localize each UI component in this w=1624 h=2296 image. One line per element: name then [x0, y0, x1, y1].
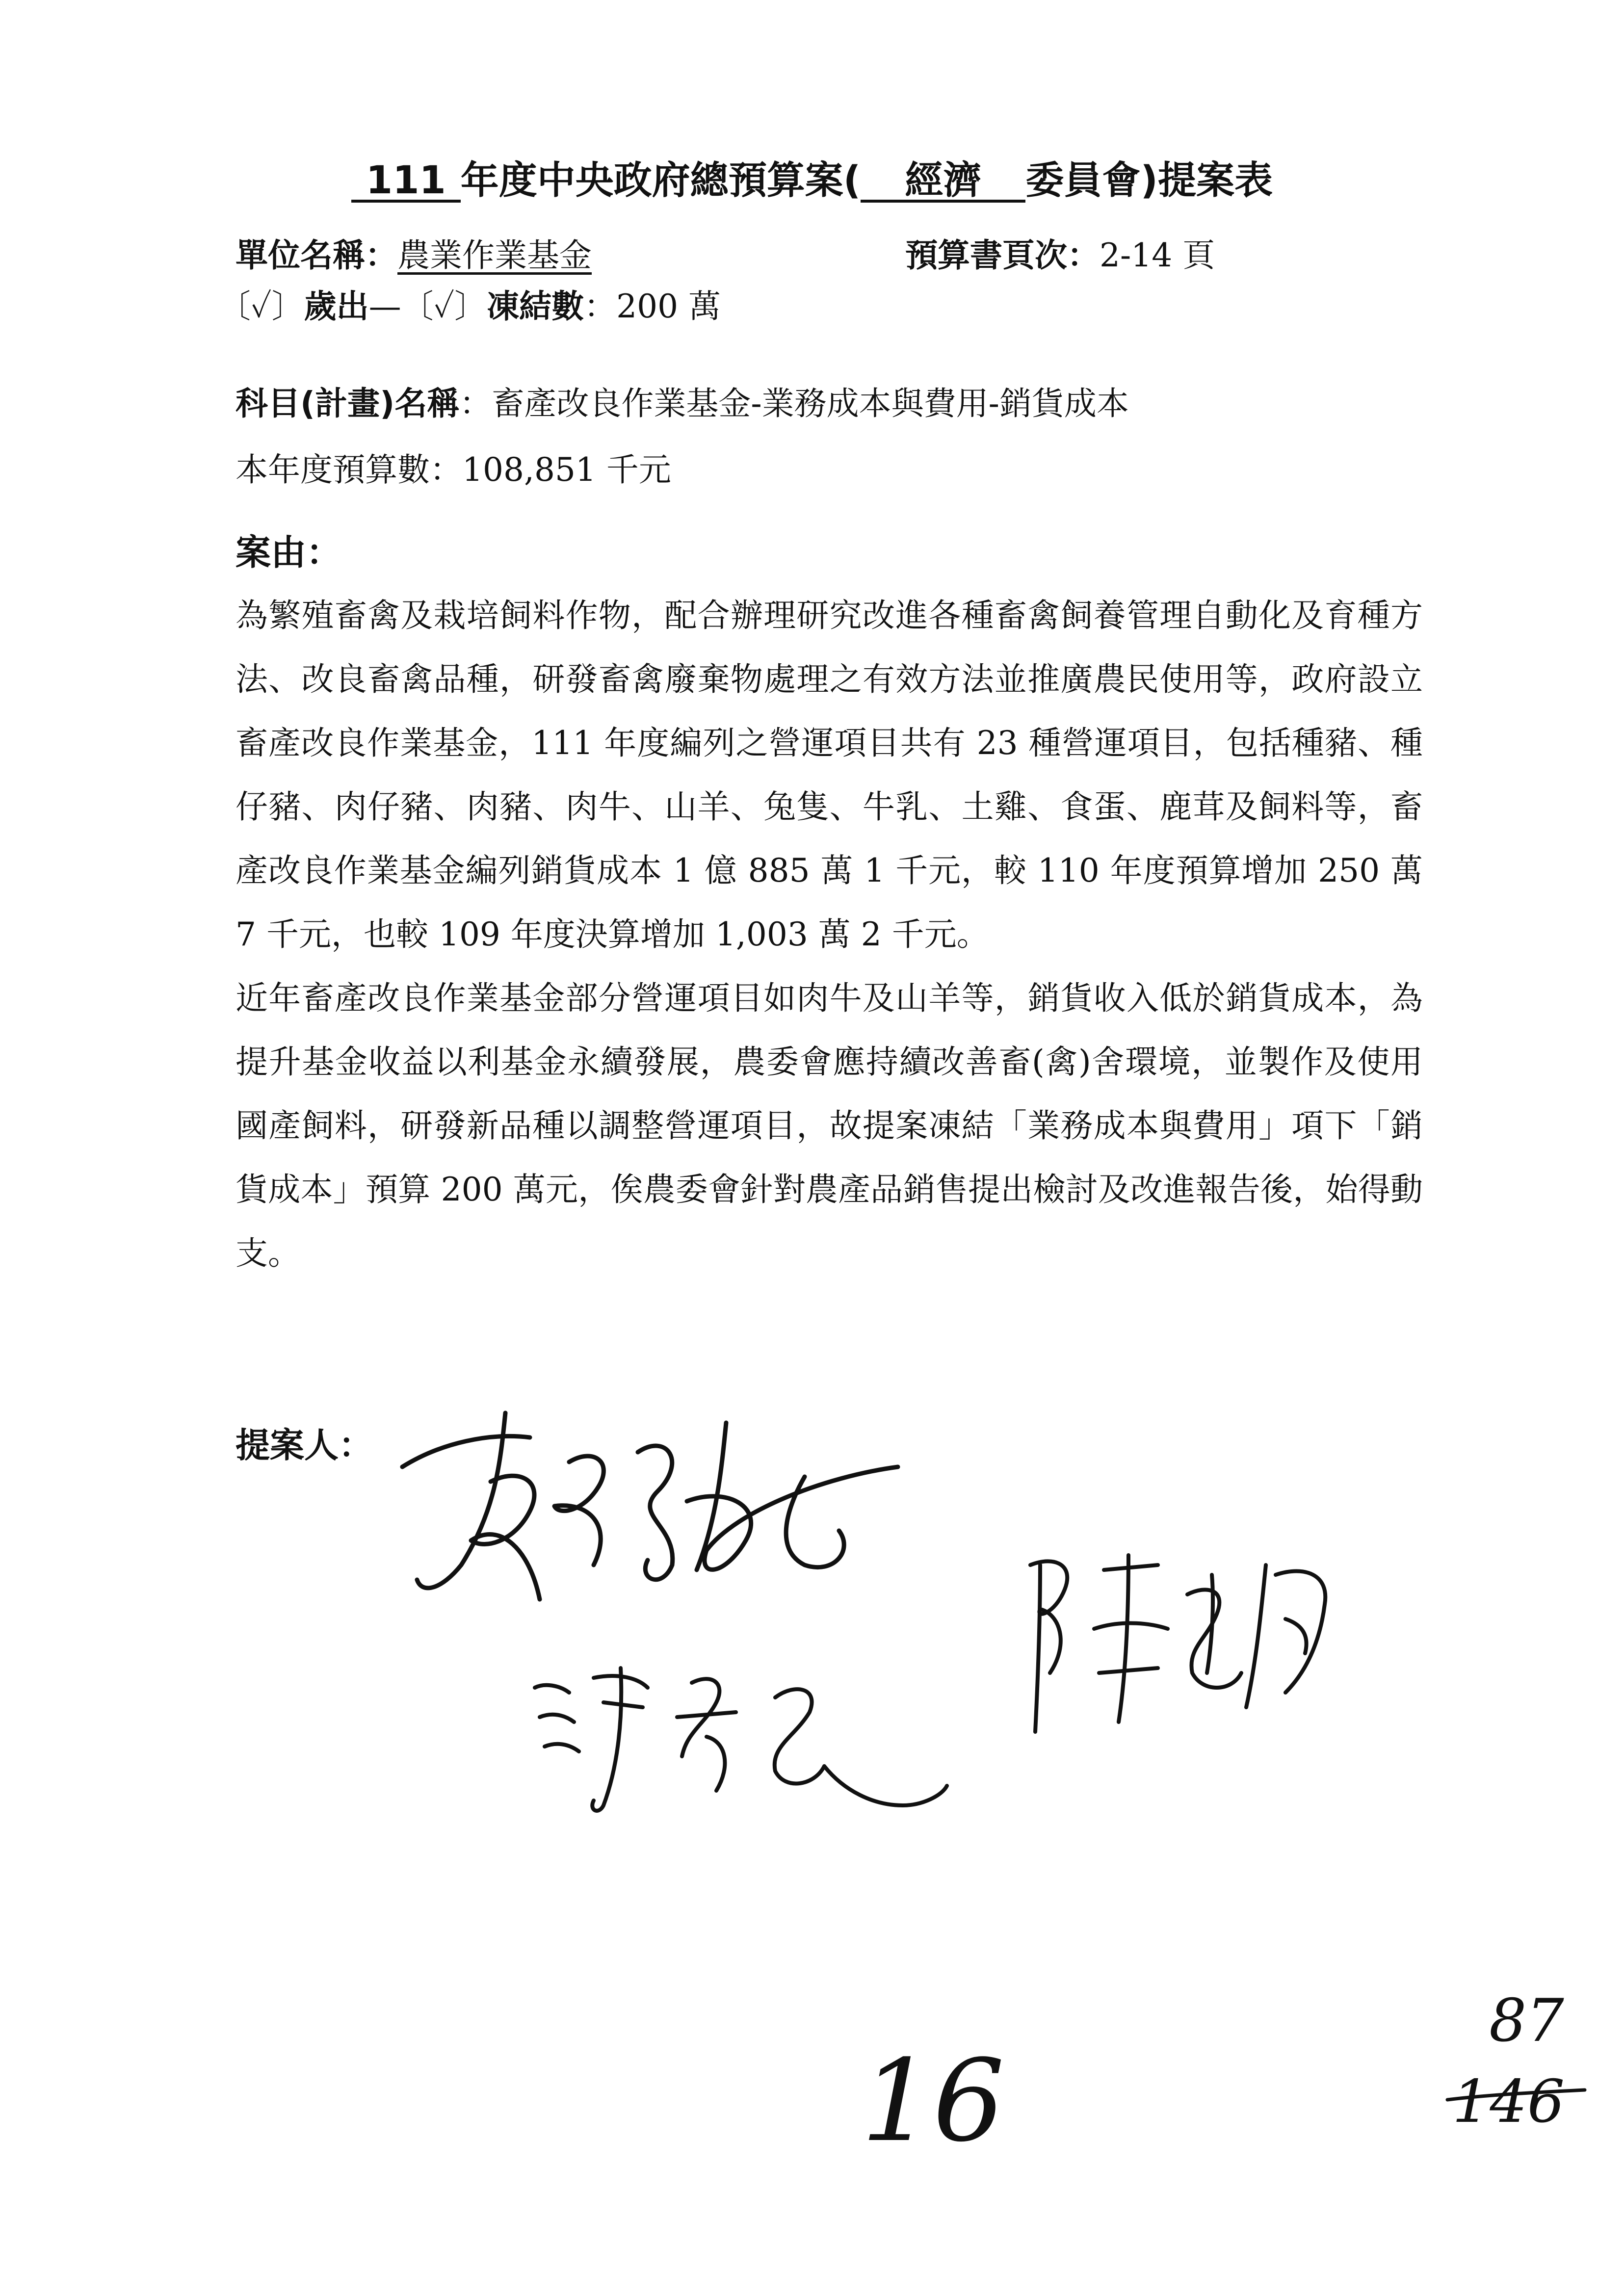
freeze-value: 200 萬	[616, 287, 721, 325]
subject-colon: ：	[459, 385, 492, 422]
reason-paragraph-1: 為繁殖畜禽及栽培飼料作物，配合辦理研究改進各種畜禽飼養管理自動化及育種方法、改良畜禽品種，研發畜禽廢棄物處理之有效方法並推廣農民使用等，政府設立畜產改良作業基金，111 年度編列之營運項目共有 23 種營運項目，包括種豬、種仔豬、肉仔豬、肉豬、肉牛、山羊、兔隻、牛乳、土雞、食蛋、鹿茸及飼料等，畜產改良作業基金編列銷貨成本 1 億 885 萬 1 千元，較 110 年度預算增加 250 萬 7 千元，也較 109 年度決算增加 1,003 萬 2 千元。	[236, 597, 1423, 953]
expense-label: 歲出	[304, 287, 369, 325]
checks-dash: —	[368, 287, 401, 325]
budget-amount-value: 108,851 千元	[462, 451, 671, 489]
freeze-checkbox: 〔✓〕	[401, 287, 487, 325]
title-part1: 年度中央政府總預算案(	[460, 158, 861, 203]
budget-amount-label: 本年度預算數：	[236, 451, 462, 489]
freeze-label: 凍結數	[487, 287, 584, 325]
subject-row	[236, 385, 1129, 422]
reason-label: 案由：	[236, 532, 342, 573]
budget-amount-row	[236, 451, 671, 489]
checks-row	[218, 287, 721, 325]
expense-checkbox: 〔✓〕	[218, 287, 304, 325]
title-year: 111	[351, 161, 461, 203]
page-number: 16	[861, 2036, 1005, 2167]
title-part2: 委員會)提案表	[1025, 158, 1273, 203]
unit-row	[236, 236, 592, 274]
title-committee: 經濟	[861, 161, 1025, 203]
unit-value: 農業作業基金	[397, 236, 592, 274]
reason-paragraph-2: 近年畜產改良作業基金部分營運項目如肉牛及山羊等，銷貨收入低於銷貨成本，為提升基金收益以利基金永續發展，農委會應持續改善畜(禽)舍環境，並製作及使用國產飼料，研發新品種以調整營運項目，故提案凍結「業務成本與費用」項下「銷貨成本」預算 200 萬元，俟農委會針對農產品銷售提出檢討及改進報告後，始得動支。	[236, 979, 1423, 1272]
budget-page-value: 2-14 頁	[1100, 236, 1215, 274]
freeze-colon: ：	[584, 287, 617, 325]
page-title	[0, 150, 1624, 205]
unit-label: 單位名稱：	[236, 236, 397, 274]
margin-note-strikethrough	[1442, 2080, 1590, 2119]
margin-note-top: 87	[1489, 1987, 1564, 2055]
budget-page-row	[905, 236, 1215, 274]
subject-value: 畜產改良作業基金-業務成本與費用-銷貨成本	[492, 385, 1129, 422]
reason-body	[236, 584, 1423, 1285]
margin-note-bottom: 146	[1452, 2068, 1565, 2136]
proposer-label: 提案人：	[236, 1425, 373, 1465]
budget-page-label: 預算書頁次：	[905, 236, 1100, 274]
subject-label: 科目(計畫)名稱	[236, 385, 460, 422]
signature-3	[1011, 1545, 1364, 1751]
signature-2	[530, 1560, 952, 1835]
